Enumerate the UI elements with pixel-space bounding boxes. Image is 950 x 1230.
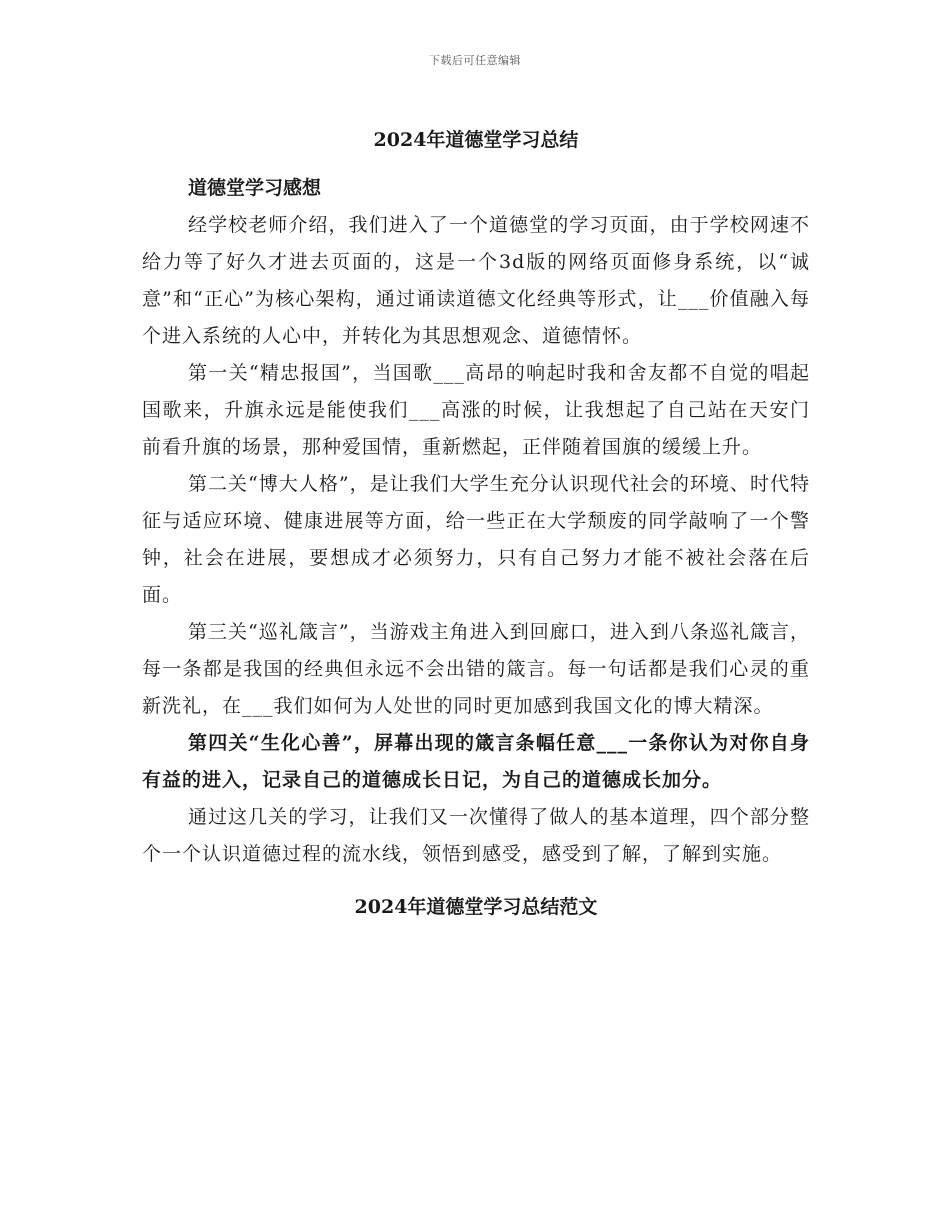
header-note: 下载后可任意编辑 xyxy=(429,54,521,67)
paragraph-level-3: 第三关“巡礼箴言”，当游戏主角进入到回廊口，进入到八条巡礼箴言，每一条都是我国的经典但永远不会出错的箴言。每一句话都是我们心灵的重新洗礼，在___我们如何为人处世的同时更加感到我国文化的博大精深。 xyxy=(142,621,810,717)
paragraph-intro: 经学校老师介绍，我们进入了一个道德堂的学习页面，由于学校网速不给力等了好久才进去页面的，这是一个3d版的网络页面修身系统，以“诚意”和“正心”为核心架构，通过诵读道德文化经典等形式，让___价值融入每个进入系统的人心中，并转化为其思想观念、道德情怀。 xyxy=(142,214,810,347)
paragraph-level-1: 第一关“精忠报国”，当国歌___高昂的响起时我和舍友都不自觉的唱起国歌来，升旗永远是能使我们___高涨的时候，让我想起了自己站在天安门前看升旗的场景，那种爱国情，重新燃起，正伴随着国旗的缓缓上升。 xyxy=(142,362,810,458)
section-heading: 道德堂学习感想 xyxy=(188,177,322,199)
document-body xyxy=(142,122,810,925)
next-section-title: 2024年道德堂学习总结范文 xyxy=(354,896,598,918)
paragraph-conclusion: 通过这几关的学习，让我们又一次懂得了做人的基本道理，四个部分整个一个认识道德过程的流水线，领悟到感受，感受到了解，了解到实施。 xyxy=(142,806,810,865)
paragraph-level-2: 第二关“博大人格”，是让我们大学生充分认识现代社会的环境、时代特征与适应环境、健康进展等方面，给一些正在大学颓废的同学敲响了一个警钟，社会在进展，要想成才必须努力，只有自己努力才能不被社会落在后面。 xyxy=(142,473,810,606)
paragraph-level-4: 第四关“生化心善”，屏幕出现的箴言条幅任意___一条你认为对你自身有益的进入，记录自己的道德成长日记，为自己的道德成长加分。 xyxy=(142,732,810,791)
document-title: 2024年道德堂学习总结 xyxy=(373,129,579,151)
